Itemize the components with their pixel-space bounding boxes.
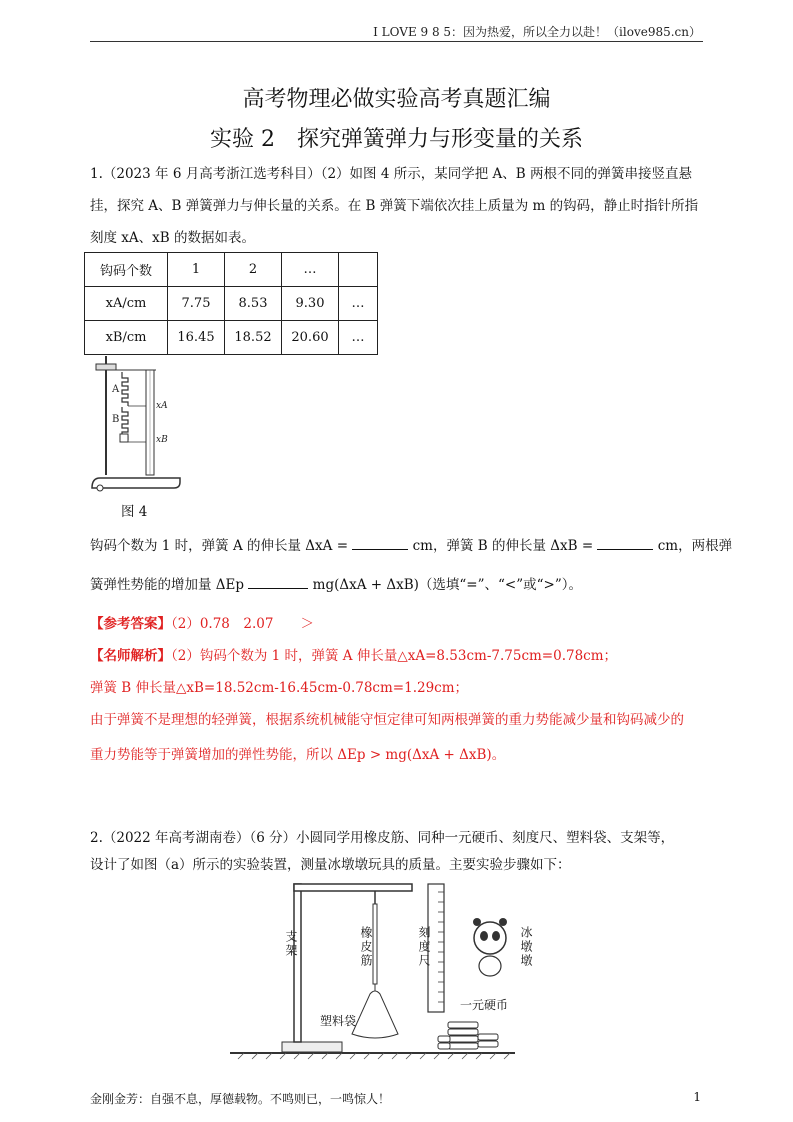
figure-label-a: A	[112, 384, 120, 395]
q1-prompt2-part-b: mg(ΔxA + ΔxB)（选填“=”、“<”或“>”）。	[312, 577, 583, 593]
q1-prompt-line-1	[90, 537, 732, 555]
q1-prompt-part-c: cm，两根弹	[657, 538, 733, 554]
section-title: 实验 2 探究弹簧弹力与形变量的关系	[210, 127, 583, 152]
q1-prompt-line-2	[90, 576, 582, 594]
answer-blank-a[interactable]	[352, 537, 408, 550]
q1-stem-line-2: 挂，探究 A、B 弹簧弹力与伸长量的关系。在 B 弹簧下端依次挂上质量为 m 的钩码，静止时指针所指	[90, 198, 699, 214]
q1-answer	[90, 615, 314, 633]
q1-data-table	[84, 252, 378, 355]
table-header-cell: …	[282, 253, 339, 287]
table-header-cell: 2	[225, 253, 282, 287]
figure-label-xb: xB	[156, 435, 168, 445]
table-header-row	[85, 253, 378, 287]
table-cell: 18.52	[225, 321, 282, 355]
table-cell: 7.75	[168, 287, 225, 321]
page-footer-motto: 金刚金芳：自强不息，厚德载物。不鸣则已，一鸣惊人！	[90, 1092, 391, 1106]
q2-stem-line-2: 设计了如图（a）所示的实验装置，测量冰墩墩玩具的质量。主要实验步骤如下：	[90, 857, 571, 873]
q1-analysis-line-3: 由于弹簧不是理想的轻弹簧，根据系统机械能守恒定律可知两根弹簧的重力势能减少量和钩码减少的	[90, 712, 684, 728]
table-cell: 16.45	[168, 321, 225, 355]
table-row	[85, 287, 378, 321]
q1-analysis-line-2: 弹簧 B 伸长量△xB=18.52cm-16.45cm-0.78cm=1.29cm；	[90, 680, 469, 696]
answer-tag: 【参考答案】	[90, 616, 171, 632]
table-cell: 8.53	[225, 287, 282, 321]
answer-blank-b[interactable]	[597, 537, 653, 550]
page-header: I LOVE 9 8 5：因为热爱，所以全力以赴！（ilove985.cn）	[373, 25, 701, 39]
page-number: 1	[693, 1090, 701, 1104]
figure-a-band-label: 橡皮筋	[359, 926, 373, 968]
q1-stem-line-1: 1.（2023 年 6 月高考浙江选考科目）（2）如图 4 所示，某同学把 A、B 两根不同的弹簧串接竖直悬	[90, 166, 692, 182]
analysis-text-1: （2）钩码个数为 1 时，弹簧 A 伸长量△xA=8.53cm-7.75cm=0.78cm；	[171, 648, 618, 664]
figure-label-xa: xA	[156, 401, 168, 411]
table-header-cell	[339, 253, 378, 287]
q1-analysis-line-4: 重力势能等于弹簧增加的弹性势能，所以 ΔEp > mg(ΔxA + ΔxB)。	[90, 747, 506, 763]
table-header-cell: 1	[168, 253, 225, 287]
q1-prompt-part-a: 钩码个数为 1 时，弹簧 A 的伸长量 ΔxA =	[90, 538, 349, 554]
figure-a-coin-label: 一元硬币	[460, 998, 509, 1012]
table-cell: …	[339, 321, 378, 355]
figure-a-toy-label: 冰墩墩	[519, 926, 533, 968]
table-cell: xB/cm	[85, 321, 168, 355]
figure-a-stand-label: 支架	[284, 930, 298, 958]
table-cell: xA/cm	[85, 287, 168, 321]
figure-a-ruler-label: 刻度尺	[417, 926, 431, 968]
table-header-cell: 钩码个数	[85, 253, 168, 287]
figure-4-caption: 图 4	[121, 504, 148, 520]
analysis-tag: 【名师解析】	[90, 648, 171, 664]
q1-stem-line-3: 刻度 xA、xB 的数据如表。	[90, 230, 255, 246]
q1-prompt-part-b: cm，弹簧 B 的伸长量 ΔxB =	[412, 538, 594, 554]
table-cell: 9.30	[282, 287, 339, 321]
answer-text: （2）0.78 2.07 ＞	[171, 616, 314, 632]
figure-a-experiment-setup	[230, 874, 520, 1060]
q1-analysis-line-1	[90, 647, 617, 665]
figure-4-spring-apparatus	[88, 350, 188, 495]
answer-blank-c[interactable]	[248, 576, 308, 589]
q2-stem-line-1: 2.（2022 年高考湖南卷）（6 分）小圆同学用橡皮筋、同种一元硬币、刻度尺、塑料袋、支架等，	[90, 830, 675, 846]
document-title: 高考物理必做实验高考真题汇编	[242, 87, 551, 112]
header-divider	[90, 41, 703, 42]
q1-prompt2-part-a: 簧弹性势能的增加量 ΔEp	[90, 577, 245, 593]
figure-a-bag-label: 塑料袋	[320, 1014, 357, 1028]
table-cell: 20.60	[282, 321, 339, 355]
table-cell: …	[339, 287, 378, 321]
figure-label-b: B	[112, 414, 120, 425]
